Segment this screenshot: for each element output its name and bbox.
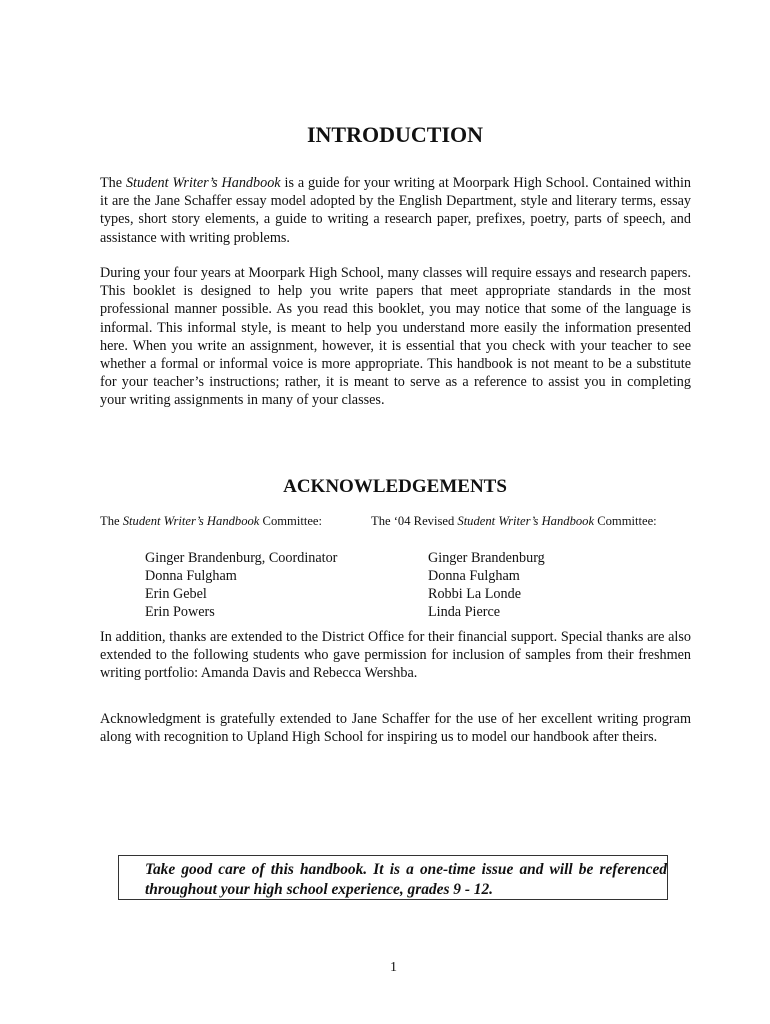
right-heading-post: Committee: xyxy=(594,514,657,528)
left-heading-italic: Student Writer’s Handbook xyxy=(122,514,260,528)
acknowledgment-paragraph: Acknowledgment is gratefully extended to Jane Schaffer for the use of her excellent writing program along with recognition to Upland High School for inspiring us to model our handbook after theirs. xyxy=(100,711,691,746)
committee-member: Ginger Brandenburg, Coordinator xyxy=(145,550,338,566)
handbook-title-italic: Student Writer’s Handbook xyxy=(125,175,281,191)
left-heading-pre: The xyxy=(100,514,123,528)
committee-member: Ginger Brandenburg xyxy=(428,550,545,566)
right-heading-pre: The ‘04 Revised xyxy=(371,514,458,528)
committee-member: Erin Gebel xyxy=(145,586,207,602)
handbook-care-notice: Take good care of this handbook. It is a one-time issue and will be referenced throughout your high school experience, grades 9 - 12. xyxy=(145,861,667,898)
intro-paragraph-2: During your four years at Moorpark High School, many classes will require essays and research papers. This booklet is designed to help you write papers that meet appropriate standards in the most professional manner possible. As you read this booklet, you may notice that some of the language is informal. This informal style, is meant to help you understand more easily the information presented here. When you write an assignment, however, it is essential that you check with your teacher to see whether a formal or informal voice is more appropriate. This handbook is not meant to be a substitute for your teacher’s instructions; rather, it is meant to serve as a reference to assist you in completing your writing assignments in many of your classes. xyxy=(100,265,691,409)
right-heading-italic: Student Writer’s Handbook xyxy=(457,514,595,528)
page-number: 1 xyxy=(390,960,397,975)
committee-member: Donna Fulgham xyxy=(145,568,237,584)
thanks-paragraph: In addition, thanks are extended to the District Office for their financial support. Special thanks are also extended to the following students who gave permission for inclusion of samples from their freshmen writing portfolio: Amanda Davis and Rebecca Wershba. xyxy=(100,629,691,682)
committee-member: Robbi La Londe xyxy=(428,586,521,602)
intro-p1-post: is a guide for your writing at Moorpark High School. Contained within it are the Jane Schaffer essay model adopted by the English Department, style and literary terms, essay types, short story elements, a guide to writing a research paper, prefixes, poetry, parts of speech, and assistance with writing problems. xyxy=(100,175,691,246)
committee-member: Linda Pierce xyxy=(428,604,501,620)
committee-member: Erin Powers xyxy=(145,604,215,620)
acknowledgements-heading: ACKNOWLEDGEMENTS xyxy=(283,476,507,497)
original-committee-list xyxy=(145,549,337,621)
revised-committee-heading xyxy=(371,514,657,529)
left-heading-post: Committee: xyxy=(259,514,323,528)
handbook-care-notice-box xyxy=(118,855,668,900)
intro-paragraph-1 xyxy=(100,174,691,247)
original-committee-heading xyxy=(100,514,322,529)
intro-p1-pre: The xyxy=(100,175,126,191)
committee-member: Donna Fulgham xyxy=(428,568,520,584)
revised-committee-list xyxy=(428,549,545,621)
introduction-heading: INTRODUCTION xyxy=(306,122,484,147)
